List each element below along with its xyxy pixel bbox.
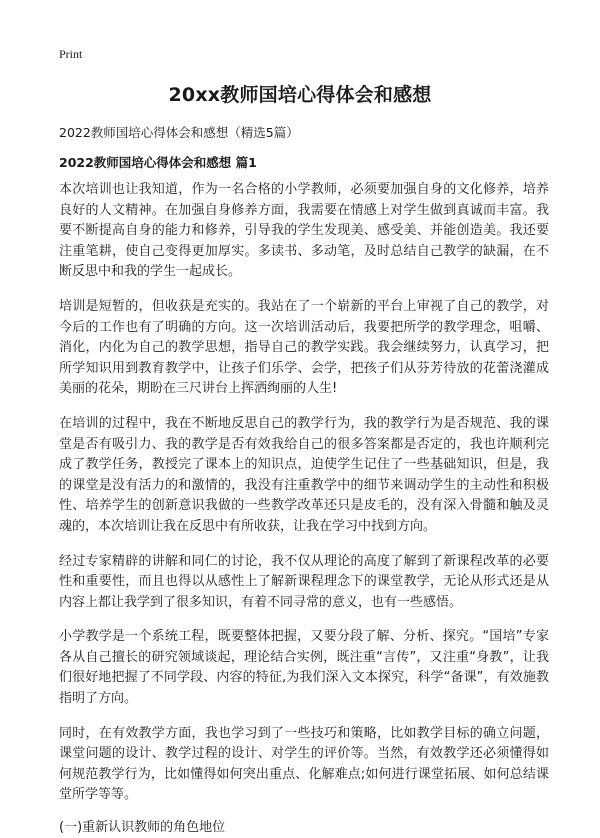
- paragraph-1: 本次培训也让我知道，作为一名合格的小学教师，必须要加强自身的文化修养，培养良好的人文精神。在加强自身修养方面，我需要在情感上对学生做到真诚而丰富。我要不断提高自身的能力和修养，引导我的学生发现美、感受美、并能创造美。我还要注重笔耕，使自己变得更加厚实。多读书、多动笔，及时总结自己教学的缺漏，在不断反思中和我的学生一起成长。: [59, 182, 549, 280]
- article-body: [59, 180, 549, 838]
- page-title: 20xx教师国培心得体会和感想: [168, 84, 432, 106]
- section-heading: 2022教师国培心得体会和感想 篇1: [59, 155, 257, 170]
- document-subtitle: 2022教师国培心得体会和感想（精选5篇）: [59, 125, 299, 140]
- paragraph-3: 在培训的过程中，我在不断地反思自己的教学行为，我的教学行为是否规范、我的课堂是否有吸引力、我的教学是否有效我给自己的很多答案都是否定的，我也许顺利完成了教学任务，教授完了课本上的知识点，迫使学生记住了一些基础知识，但是，我的课堂是没有活力的和激情的，我没有注重教学中的细节来调动学生的主动性和积极性、培养学生的创新意识我做的一些教学改革还只是皮毛的，没有深入骨髓和触及灵魂的，本次培训让我在反思中有所收获，让我在学习中找到方向。: [59, 415, 549, 534]
- paragraph-5: 小学教学是一个系统工程，既要整体把握，又要分段了解、分析、探究。“国培”专家各从自己擅长的研究领域谈起，理论结合实例，既注重“言传”，又注重“身教”，让我们很好地把握了不同学段、内容的特征,为我们深入文本探究，科学“备课”，有效施教指明了方向。: [59, 629, 549, 707]
- print-link[interactable]: Print: [59, 47, 83, 61]
- paragraph-2: 培训是短暂的，但收获是充实的。我站在了一个崭新的平台上审视了自己的教学，对今后的工作也有了明确的方向。这一次培训活动后，我要把所学的教学理念，咀嚼、消化，内化为自己的教学思想，指导自己的教学实践。我会继续努力，认真学习，把所学知识用到教育教学中，让孩子们乐学、会学，把孩子们从芬芳待放的花蕾浇灌成美丽的花朵，期盼在三尺讲台上挥洒绚丽的人生!: [59, 298, 549, 397]
- paragraph-4: 经过专家精辟的讲解和同仁的讨论，我不仅从理论的高度了解到了新课程改革的必要性和重要性，而且也得以从感性上了解新课程理念下的课堂教学，无论从形式还是从内容上都让我学到了很多知识，有着不同寻常的意义，也有一些感悟。: [59, 553, 549, 610]
- subsection-heading: (一)重新认识教师的角色地位: [59, 820, 226, 836]
- paragraph-6: 同时，在有效教学方面，我也学习到了一些技巧和策略，比如教学目标的确立问题，课堂问题的设计、教学过程的设计、对学生的评价等。当然，有效教学还必须懂得如何规范教学行为，比如懂得如何突出重点、化解难点;如何进行课堂拓展、如何总结课堂所学等等。: [59, 725, 549, 803]
